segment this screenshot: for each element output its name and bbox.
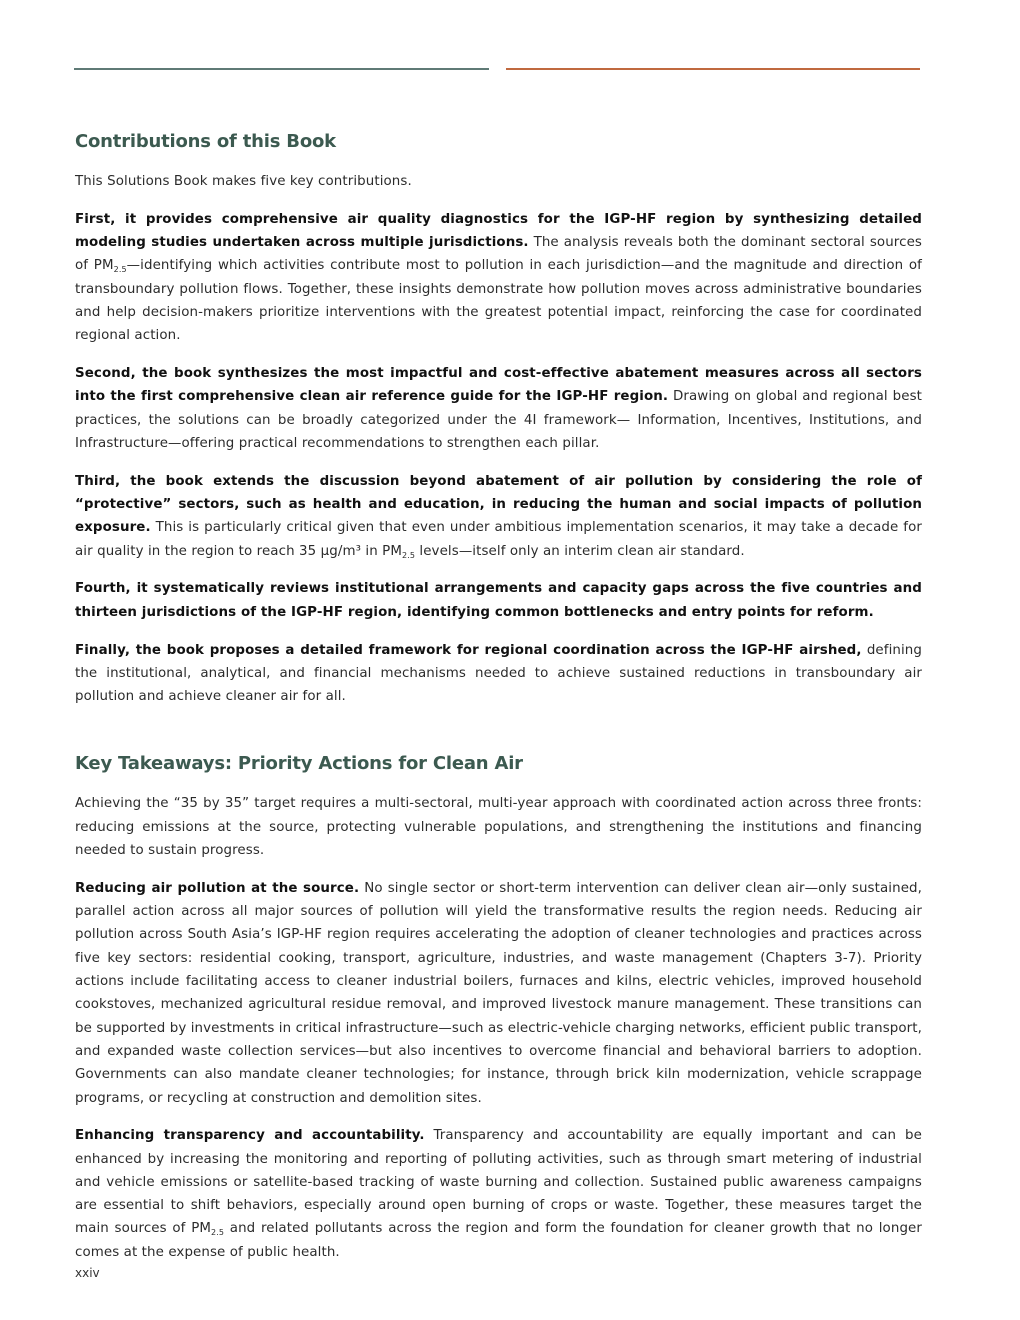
paragraph-fourth	[75, 577, 922, 624]
lead-text: Second, the book synthesizes the most impactful and cost-effective abatement measures across all sectors into the first comprehensive clean air reference guide for the IGP-HF region.	[75, 366, 922, 405]
lead-text: Finally, the book proposes a detailed framework for regional coordination across the IGP-HF airshed,	[75, 642, 862, 658]
body-text: Transparency and accountability are equally important and can be enhanced by increasing the monitoring and reporting of polluting activities, such as through smart metering of industrial and vehicle emissions or satellite-based tracking of waste burning and collection. Sustained public awareness campaigns are essential to shift behaviors, especially around open burning of crops or waste. Together, these measures target the main sources of PM	[75, 1128, 923, 1237]
header-rule-left	[74, 68, 489, 70]
section-heading-contributions: Contributions of this Book	[75, 131, 336, 152]
subscript: 2.5	[402, 550, 416, 560]
paragraph-finally	[75, 639, 922, 709]
intro-paragraph: This Solutions Book makes five key contributions.	[75, 174, 412, 189]
header-rule-right	[506, 68, 920, 70]
paragraph-first	[75, 208, 922, 348]
body-text: levels—itself only an interim clean air standard.	[415, 543, 745, 559]
lead-text: Enhancing transparency and accountability.	[75, 1128, 425, 1144]
subscript: 2.5	[113, 265, 127, 275]
intro-paragraph: Achieving the “35 by 35” target requires a multi-sectoral, multi-year approach with coordinated action across three fronts: reducing emissions at the source, protecting vulnerable populations, and strengthening the institutions and financing needed to sustain progress.	[75, 796, 922, 859]
paragraph-third	[75, 470, 922, 563]
body-text: defining the institutional, analytical, and financial mechanisms needed to achieve sustained reductions in transboundary air pollution and achieve cleaner air for all.	[75, 642, 922, 705]
paragraph-transparency	[75, 1124, 922, 1264]
body-text: and related pollutants across the region and form the foundation for cleaner growth that no longer comes at the expense of public health.	[75, 1221, 922, 1260]
body-text: Drawing on global and regional best practices, the solutions can be broadly categorized under the 4I framework— Information, Incentives, Institutions, and Infrastructure—offering practical recommendations to strengthen each pillar.	[75, 389, 922, 451]
lead-text: Third, the book extends the discussion beyond abatement of air pollution by considering the role of “protective” sectors, such as health and education, in reducing the human and social impacts of pollution exposure.	[75, 473, 922, 536]
body-text: This is particularly critical given that even under ambitious implementation scenarios, it may take a decade for air quality in the region to reach 35 µg/m³ in PM	[75, 520, 922, 559]
lead-text: First, it provides comprehensive air quality diagnostics for the IGP-HF region by synthesizing detailed modeling studies undertaken across multiple jurisdictions.	[75, 211, 922, 251]
paragraph-second	[75, 362, 922, 455]
body-text: —identifying which activities contribute most to pollution in each jurisdiction—and the magnitude and direction of transboundary pollution flows. Together, these insights demonstrate how pollution moves across administrative boundaries and help decision-makers prioritize interventions with the greatest potential impact, reinforcing the case for coordinated regional action.	[75, 258, 923, 344]
subscript: 2.5	[211, 1228, 225, 1238]
section-heading-key-takeaways: Key Takeaways: Priority Actions for Clean Air	[75, 753, 523, 775]
page-content	[75, 128, 922, 1279]
body-text: The analysis reveals both the dominant sectoral sources of PM	[75, 235, 922, 274]
page-number: xxiv	[75, 1266, 100, 1280]
body-text: No single sector or short-term intervention can deliver clean air—only sustained, parallel action across all major sources of pollution will yield the transformative results the region needs. Reducing air pollution across South Asia’s IGP-HF region requires accelerating the adoption of cleaner technologies and practices across five key sectors: residential cooking, transport, agriculture, industries, and waste management (Chapters 3-7). Priority actions include facilitating access to cleaner industrial boilers, furnaces and kilns, electric vehicles, improved household cookstoves, mechanized agricultural residue removal, and improved livestock manure management. These transitions can be supported by investments in critical infrastructure—such as electric-vehicle charging networks, efficient public transport, and expanded waste collection services—but also incentives to overcome financial and behavioral barriers to adoption. Governments can also mandate cleaner technologies; for instance, through brick kiln modernization, vehicle scrappage programs, or recycling at construction and demolition sites.	[75, 880, 922, 1106]
paragraph-reducing	[75, 877, 922, 1110]
lead-text: Reducing air pollution at the source.	[75, 880, 360, 896]
lead-text: Fourth, it systematically reviews institutional arrangements and capacity gaps across the five countries and thirteen jurisdictions of the IGP-HF region, identifying common bottlenecks and entry points for reform.	[75, 581, 922, 620]
